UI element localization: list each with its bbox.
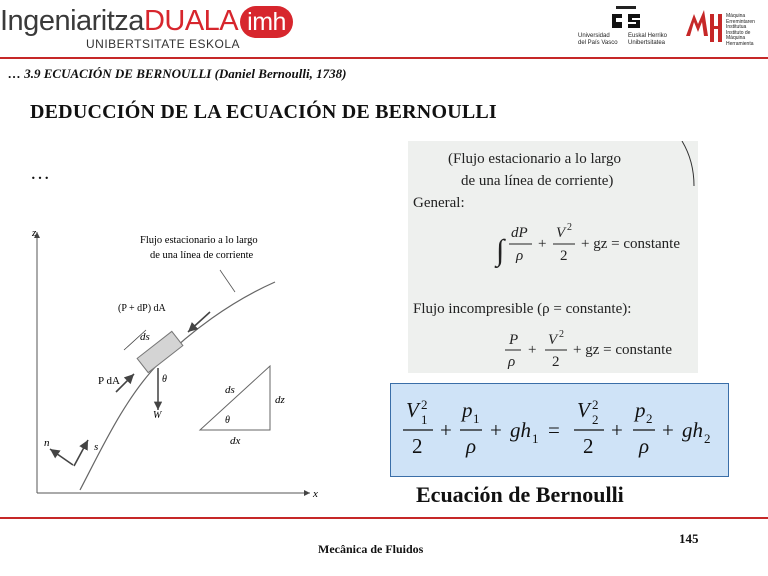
imh-line: Máquina: [726, 35, 746, 41]
svg-text:dP: dP: [511, 225, 528, 241]
svg-text:gh: gh: [682, 418, 703, 442]
svg-text:2: 2: [583, 434, 594, 458]
svg-text:P: P: [509, 332, 519, 348]
geometry-triangle: [200, 366, 270, 430]
svg-text:gh: gh: [510, 418, 531, 442]
condition-line-2: de una línea de corriente): [461, 173, 614, 189]
svg-text:1: 1: [473, 411, 480, 426]
general-equations: [408, 141, 698, 373]
incomp-eq-tail: + gz = constante: [573, 342, 672, 358]
ellipsis-text: …: [30, 162, 50, 184]
general-equation: [494, 222, 680, 269]
imh-mark-icon: [684, 6, 724, 50]
triangle-theta-label: θ: [225, 415, 230, 426]
condition-line-1: (Flujo estacionario a lo largo: [448, 151, 622, 167]
svg-text:2: 2: [704, 431, 711, 446]
imh-line: Instituto de: [726, 29, 751, 36]
scan-edge-curve: [682, 141, 694, 186]
svg-text:V: V: [556, 225, 566, 241]
svg-text:+: +: [611, 418, 623, 442]
header-divider: [0, 57, 768, 59]
tangent-arrow: [74, 440, 88, 466]
ds-label: ds: [140, 331, 150, 343]
triangle-ds-label: ds: [225, 384, 235, 396]
flow-label-1: Flujo estacionario a lo largo: [140, 235, 258, 246]
imh-logo: [684, 6, 766, 52]
logo-badge: imh: [240, 6, 293, 38]
streamline-diagram: [20, 222, 340, 504]
svg-text:ρ: ρ: [508, 354, 516, 370]
force-bottom-label: P dA: [98, 375, 120, 387]
x-axis-label: x: [313, 488, 318, 500]
svg-text:p: p: [635, 398, 646, 422]
svg-text:+: +: [662, 418, 674, 442]
logo-text-1: Ingeniaritza: [0, 5, 144, 37]
svg-text:ρ: ρ: [639, 434, 650, 458]
svg-text:2: 2: [567, 222, 572, 233]
imh-caption: [726, 14, 755, 47]
svg-text:p: p: [462, 398, 473, 422]
breadcrumb: … 3.9 ECUACIÓN DE BERNOULLI (Daniel Bernoulli, 1738): [8, 66, 347, 81]
ehu-line: Euskal Herriko: [628, 33, 668, 39]
bernoulli-equation: [390, 383, 729, 477]
imh-line: Erremintaren: [726, 18, 755, 25]
svg-text:+: +: [490, 418, 502, 442]
general-eq-tail: + gz = constante: [581, 236, 680, 252]
incompressible-equation: [505, 329, 672, 370]
imh-line: Institutua: [726, 24, 747, 30]
svg-text:∫: ∫: [496, 234, 505, 267]
svg-text:V: V: [406, 398, 419, 422]
svg-text:+: +: [440, 418, 452, 442]
svg-text:2: 2: [560, 248, 568, 264]
normal-arrow: [50, 449, 73, 465]
logo-text-2: DUALA: [143, 5, 239, 37]
upv-ehu-logo: [578, 4, 678, 50]
logo-ingeniaritza-duala: [0, 5, 293, 38]
tangent-label: s: [94, 441, 99, 453]
triangle-dx-label: dx: [230, 435, 241, 447]
svg-text:2: 2: [592, 412, 599, 427]
triangle-dz-label: dz: [275, 394, 285, 406]
svg-text:V: V: [577, 398, 590, 422]
normal-label: n: [44, 437, 50, 449]
svg-text:2: 2: [559, 329, 564, 340]
svg-text:2: 2: [592, 397, 599, 412]
upv-caption: [578, 33, 618, 47]
svg-text:+: +: [538, 236, 547, 252]
theta-label: θ: [162, 374, 167, 385]
svg-text:V: V: [548, 332, 558, 348]
ehu-line: Unibertsitatea: [628, 40, 666, 46]
svg-text:2: 2: [552, 354, 560, 370]
svg-text:=: =: [548, 418, 560, 442]
svg-text:1: 1: [421, 412, 428, 427]
ehu-caption: [628, 33, 667, 47]
weight-label: W: [153, 410, 162, 421]
flow-label-2: de una línea de corriente: [150, 250, 254, 261]
footer-divider: [0, 517, 768, 519]
incompressible-label: Flujo incompresible (ρ = constante):: [413, 301, 632, 317]
svg-text:2: 2: [421, 397, 428, 412]
upv-line: del País Vasco: [578, 40, 618, 46]
imh-line: Herramienta: [726, 40, 754, 47]
course-name: Mecânica de Fluidos: [318, 542, 424, 556]
label-leader: [220, 270, 235, 292]
upv-tree-icon: [578, 4, 678, 34]
svg-text:2: 2: [646, 411, 653, 426]
page-number: 145: [679, 531, 699, 546]
svg-text:ρ: ρ: [466, 434, 477, 458]
upv-line: Universidad: [578, 33, 610, 39]
z-axis-label: z: [32, 227, 37, 239]
bernoulli-caption: Ecuación de Bernoulli: [416, 482, 624, 507]
svg-text:ρ: ρ: [516, 248, 524, 264]
logo-subtitle: UNIBERTSITATE ESKOLA: [86, 37, 241, 51]
general-label: General:: [413, 195, 465, 211]
svg-text:1: 1: [532, 431, 539, 446]
svg-text:2: 2: [412, 434, 423, 458]
page-title: DEDUCCIÓN DE LA ECUACIÓN DE BERNOULLI: [30, 101, 497, 123]
imh-line: Máquina: [726, 13, 746, 19]
force-top-label: (P + dP) dA: [118, 303, 166, 314]
svg-text:+: +: [528, 342, 537, 358]
